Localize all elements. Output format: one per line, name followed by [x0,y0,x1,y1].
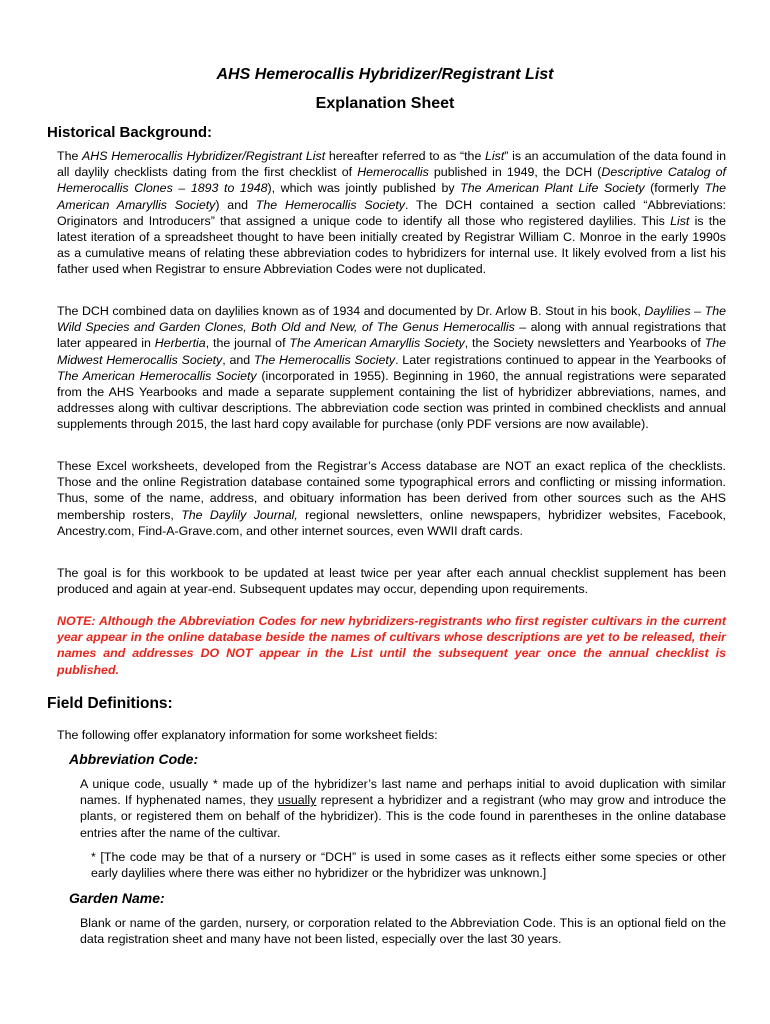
document-subtitle: Explanation Sheet [315,95,455,112]
historical-paragraph-3: These Excel worksheets, developed from the Registrar’s Access database are NOT an exact replica of the checklists. Those and the online Registration database contained some typographical errors and conflicting or missing information. Thus, some of the name, address, and obituary information has been derived from other sources such as the AHS membership rosters, The Daylily Journal, regional newsletters, online newspapers, hybridizer websites, Facebook, Ancestry.com, Find-A-Grave.com, and other internet sources, even WWII draft cards. [57,459,726,538]
field-definitions-heading: Field Definitions: [47,695,173,712]
historical-paragraph-1: The AHS Hemerocallis Hybridizer/Registrant List hereafter referred to as “the List” is an accumulation of the data found in all daylily checklists dating from the first checklist of Hemerocallis published in 1949, the DCH (Descriptive Catalog of Hemerocallis Clones – 1893 to 1948), which was jointly published by The American Plant Life Society (formerly The American Amaryllis Society) and The Hemerocallis Society. The DCH contained a section called “Abbreviations: Originators and Introducers” that assigned a unique code to identify all those who registered daylilies. This List is the latest iteration of a spreadsheet thought to have been initially created by Registrar William C. Monroe in the early 1990s as a cumulative means of relating these abbreviation codes to hybridizers for internal use. It likely evolved from a list his father used when Registrar to ensure Abbreviation Codes were not duplicated. [57,149,727,277]
registration-note: NOTE: Although the Abbreviation Codes for new hybridizers-registrants who first register cultivars in the current year appear in the online database beside the names of cultivars whose descriptions are yet to be released, their names and addresses DO NOT appear in the List until the subsequent year once the annual checklist is published. [57,614,726,677]
historical-paragraph-2: The DCH combined data on daylilies known as of 1934 and documented by Dr. Arlow B. Stout in his book, Daylilies – The Wild Species and Garden Clones, Both Old and New, of The Genus Hemerocallis – along with annual registrations that later appeared in Herbertia, the journal of The American Amaryllis Society, the Society newsletters and Yearbooks of The Midwest Hemerocallis Society, and The Hemerocallis Society. Later registrations continued to appear in the Yearbooks of The American Hemerocallis Society (incorporated in 1955). Beginning in 1960, the annual registrations were separated from the AHS Yearbooks and made a separate supplement containing the list of hybridizer abbreviations, names, and addresses along with cultivar descriptions. The abbreviation code section was printed in combined checklists and annual supplements through 2015, the last hard copy available for purchase (only PDF versions are now available). [57,304,727,432]
abbreviation-code-heading: Abbreviation Code: [69,751,199,767]
abbreviation-code-footnote: * [The code may be that of a nursery or “DCH” is used in some cases as it reflects either some species or other early daylilies where there was either no hybridizer or the hybridizer was unknown.] [91,850,726,881]
historical-background-heading: Historical Background: [47,124,213,141]
field-definitions-intro: The following offer explanatory information for some worksheet fields: [57,728,438,742]
historical-paragraph-4: The goal is for this workbook to be updated at least twice per year after each annual checklist supplement has been produced and again at year-end. Subsequent updates may occur, depending upon requirements. [57,566,726,597]
abbreviation-code-text: A unique code, usually * made up of the hybridizer’s last name and perhaps initial to avoid duplication with similar names. If hyphenated names, they usually represent a hybridizer and a registrant (who may grow and introduce the plants, or registered them on behalf of the hybridizer). This is the code found in parentheses in the online database entries after the name of the cultivar. [80,777,726,840]
garden-name-heading: Garden Name: [69,890,165,906]
garden-name-text: Blank or name of the garden, nursery, or corporation related to the Abbreviation Code. This is an optional field on the data registration sheet and many have not been listed, especially over the last 30 years. [80,916,726,947]
document-title: AHS Hemerocallis Hybridizer/Registrant List [216,66,554,83]
